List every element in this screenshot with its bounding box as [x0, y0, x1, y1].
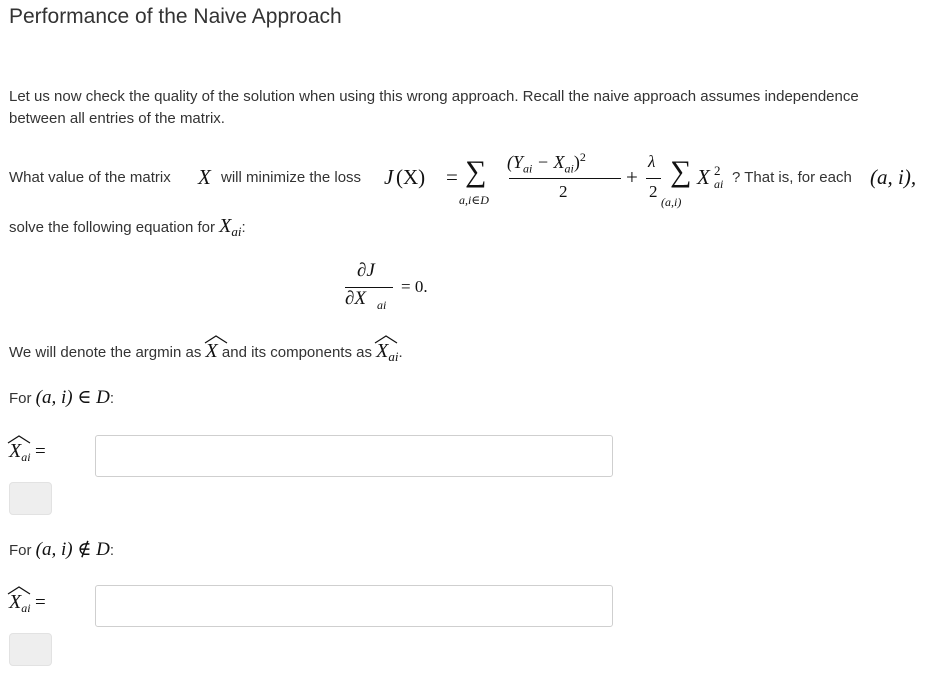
case2-colon: : — [109, 542, 115, 559]
eq-den-sub: ai — [377, 298, 387, 312]
solve-colon: : — [241, 219, 246, 236]
hat-icon — [7, 585, 31, 595]
frac1-bar — [509, 178, 621, 179]
case1-symbols-button[interactable] — [9, 482, 52, 515]
solve-sub: ai — [231, 224, 242, 239]
component-hat-x — [376, 340, 388, 363]
denote-prefix: We will denote the argmin as — [9, 344, 202, 361]
loss-equals: = — [446, 165, 458, 189]
hat-icon — [7, 434, 31, 444]
question-line — [9, 147, 939, 217]
loss-j: J — [384, 165, 394, 189]
argmin-hat-x — [206, 340, 218, 363]
case2-answer-input[interactable] — [95, 585, 613, 627]
case2-hat-x — [9, 591, 21, 614]
sum-symbol-1: ∑ — [465, 155, 487, 188]
case1-math: (a, i) ∈ D — [35, 387, 110, 408]
frac1-denominator: 2 — [559, 182, 568, 201]
sum-symbol-2: ∑ — [670, 155, 692, 188]
hat-icon — [204, 334, 228, 344]
page-title: Performance of the Naive Approach — [9, 5, 342, 28]
case1-answer-label — [9, 440, 89, 470]
case1-colon: : — [109, 390, 115, 407]
eq-den-var: ∂X — [345, 288, 366, 309]
intro-paragraph: Let us now check the quality of the solution when using this wrong approach. Recall the naive approach assumes independence between all entries of the matrix. — [9, 88, 859, 127]
x2-subscript: ai — [714, 177, 724, 191]
question-pair: (a, i), — [870, 165, 917, 189]
frac2-bar — [646, 178, 661, 179]
sum-subscript-1: a,i∈D — [459, 193, 489, 207]
denote-mid: and its components as — [221, 344, 372, 361]
case1-hat-x — [9, 440, 21, 463]
x2-exponent: 2 — [714, 163, 721, 178]
solve-text: solve the following equation for — [9, 219, 215, 236]
argmin-var: X — [205, 340, 218, 362]
case2-math: (a, i) ∉ D — [35, 539, 110, 560]
derivative-equation — [345, 260, 465, 320]
frac1-num-y: (Y — [507, 152, 524, 172]
frac2-numerator: λ — [648, 152, 656, 171]
component-var: X — [376, 340, 389, 362]
case2-label — [9, 538, 114, 561]
frac1-num-sub2: ai — [564, 161, 574, 176]
eq-numerator: ∂J — [357, 260, 375, 281]
question-middle: will minimize the loss — [221, 169, 362, 186]
case2-symbols-button[interactable] — [9, 633, 52, 666]
case2-answer-label — [9, 591, 89, 621]
case1-equals: = — [35, 441, 46, 462]
case1-var: X — [9, 440, 22, 462]
case1-sub: ai — [21, 450, 31, 465]
case2-sub: ai — [21, 601, 31, 616]
solve-line — [9, 215, 246, 240]
case2-equals: = — [35, 592, 46, 613]
frac1-numerator — [507, 150, 586, 177]
case2-var: X — [9, 591, 22, 613]
frac1-num-x: − X — [532, 152, 565, 172]
frac1-num-close: ) — [573, 152, 580, 172]
question-prefix: What value of the matrix — [9, 169, 171, 186]
x2-base: X — [697, 165, 710, 189]
denote-line — [9, 340, 403, 365]
case2-for: For — [9, 542, 32, 559]
component-sub: ai — [388, 349, 399, 364]
case1-answer-input[interactable] — [95, 435, 613, 477]
solve-var: X — [219, 215, 232, 237]
loss-arg: (X) — [396, 165, 426, 189]
sum-subscript-2: (a,i) — [661, 195, 682, 209]
frac1-num-exp: 2 — [579, 150, 586, 164]
plus-sign: + — [626, 165, 638, 189]
question-suffix: ? That is, for each — [732, 169, 852, 186]
eq-rhs: = 0. — [401, 277, 428, 296]
matrix-x-var: X — [198, 165, 211, 189]
hat-icon — [374, 334, 398, 344]
frac1-num-sub1: ai — [523, 161, 533, 176]
denote-end: . — [398, 344, 403, 361]
case1-label — [9, 386, 114, 409]
case1-for: For — [9, 390, 32, 407]
frac2-denominator: 2 — [649, 182, 658, 201]
